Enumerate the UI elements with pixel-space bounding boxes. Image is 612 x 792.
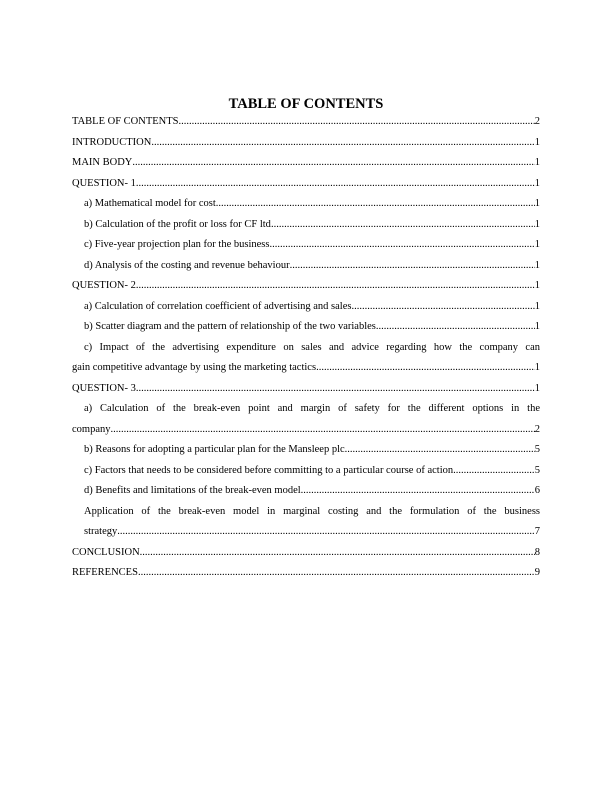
toc-entry-text: QUESTION- 2: [72, 280, 136, 291]
toc-page-number: 5: [534, 444, 540, 455]
toc-page-number: 1: [534, 157, 540, 168]
toc-entry-text: b) Reasons for adopting a particular plan for the Mansleep plc: [84, 444, 345, 455]
toc-page-number: 8: [534, 546, 540, 558]
toc-entry-q3c[interactable]: [72, 461, 540, 482]
toc-page-number: 1: [534, 259, 540, 271]
toc-entry-q2a[interactable]: [72, 297, 540, 318]
toc-page-number: 1: [534, 239, 540, 250]
toc-entry-question-3[interactable]: [72, 379, 540, 400]
toc-entry-q1b[interactable]: [72, 215, 540, 236]
toc-entry-table-of-contents[interactable]: [72, 112, 540, 133]
toc-entry-text-line1: c) Impact of the advertising expenditure on sales and advice regarding how the company can: [84, 341, 540, 353]
toc-page-number: 9: [534, 567, 540, 578]
toc-entry-text-line1: a) Calculation of the break-even point and margin of safety for the different options in the: [84, 403, 540, 414]
toc-entry-text: REFERENCES: [72, 567, 138, 578]
toc-entry-text: MAIN BODY: [72, 157, 133, 168]
toc-entry-q3b[interactable]: [72, 440, 540, 461]
toc-entry-text: a) Mathematical model for cost: [84, 198, 216, 209]
toc-entry-introduction[interactable]: [72, 133, 540, 154]
toc-entry-text: company: [72, 423, 111, 435]
toc-entry-text: QUESTION- 1: [72, 177, 136, 189]
toc-entry-text: c) Factors that needs to be considered before committing to a particular course of action: [84, 464, 454, 476]
toc-entry-question-1[interactable]: [72, 174, 540, 195]
toc-entry-conclusion[interactable]: [72, 543, 540, 564]
toc-page-number: 1: [534, 218, 540, 230]
toc-page-number: 1: [534, 300, 540, 312]
toc-page-number: 1: [534, 198, 540, 209]
dot-leader: [179, 112, 535, 133]
toc-page-number: 6: [534, 485, 540, 496]
toc-entry-text: b) Calculation of the profit or loss for CF ltd: [84, 218, 271, 230]
dot-leader: [132, 153, 534, 174]
dot-leader: [111, 420, 535, 441]
dot-leader: [117, 522, 535, 543]
toc-entry-text: b) Scatter diagram and the pattern of relationship of the two variables: [84, 321, 376, 332]
toc-entry-text: d) Benefits and limitations of the break-even model: [84, 485, 301, 496]
toc-heading: TABLE OF CONTENTS: [228, 96, 384, 112]
toc-page-number: 2: [534, 116, 540, 127]
toc-entry-text: c) Five-year projection plan for the business: [84, 239, 270, 250]
dot-leader: [151, 133, 534, 154]
toc-entry-question-2[interactable]: [72, 276, 540, 297]
dot-leader: [351, 297, 534, 318]
toc-entry-text: TABLE OF CONTENTS: [72, 116, 179, 127]
toc-page-number: 1: [534, 280, 540, 291]
dot-leader: [140, 543, 535, 564]
dot-leader: [290, 256, 535, 277]
dot-leader: [269, 235, 534, 256]
toc-entry-q3a[interactable]: [72, 399, 540, 440]
toc-entry-text: d) Analysis of the costing and revenue behaviour: [84, 259, 290, 271]
toc-page-number: 1: [534, 177, 540, 189]
toc-page-number: 7: [534, 526, 540, 537]
toc-entry-text: gain competitive advantage by using the marketing tactics: [72, 362, 317, 373]
dot-leader: [136, 379, 535, 400]
toc-page-number: 1: [534, 321, 540, 332]
dot-leader: [376, 317, 535, 338]
dot-leader: [316, 358, 535, 379]
toc-entry-q1d[interactable]: [72, 256, 540, 277]
toc-entry-main-body[interactable]: [72, 153, 540, 174]
toc-page-number: 1: [534, 382, 540, 394]
toc-entry-text: CONCLUSION: [72, 546, 140, 558]
dot-leader: [136, 276, 535, 297]
dot-leader: [271, 215, 535, 236]
dot-leader: [138, 563, 535, 584]
toc-page-number: 1: [534, 362, 540, 373]
toc-entry-q1c[interactable]: [72, 235, 540, 256]
toc-entry-text: strategy: [84, 526, 118, 537]
toc-entry-q3d[interactable]: [72, 481, 540, 502]
toc-entry-q2b[interactable]: [72, 317, 540, 338]
dot-leader: [301, 481, 535, 502]
toc-entry-text: QUESTION- 3: [72, 382, 136, 394]
toc-entry-q1a[interactable]: [72, 194, 540, 215]
toc-entry-text-line1: Application of the break-even model in marginal costing and the formulation of the business: [84, 505, 540, 517]
dot-leader: [136, 174, 535, 195]
dot-leader: [453, 461, 535, 482]
toc-page-number: 5: [534, 464, 540, 476]
toc-page-number: 2: [534, 423, 540, 435]
dot-leader: [216, 194, 535, 215]
table-of-contents: [72, 112, 540, 584]
toc-entry-application[interactable]: [72, 502, 540, 543]
toc-entry-references[interactable]: [72, 563, 540, 584]
toc-page-number: 1: [534, 136, 540, 148]
toc-entry-text: a) Calculation of correlation coefficient of advertising and sales: [84, 300, 352, 312]
dot-leader: [345, 440, 535, 461]
toc-entry-q2c[interactable]: [72, 338, 540, 379]
toc-entry-text: INTRODUCTION: [72, 136, 152, 148]
